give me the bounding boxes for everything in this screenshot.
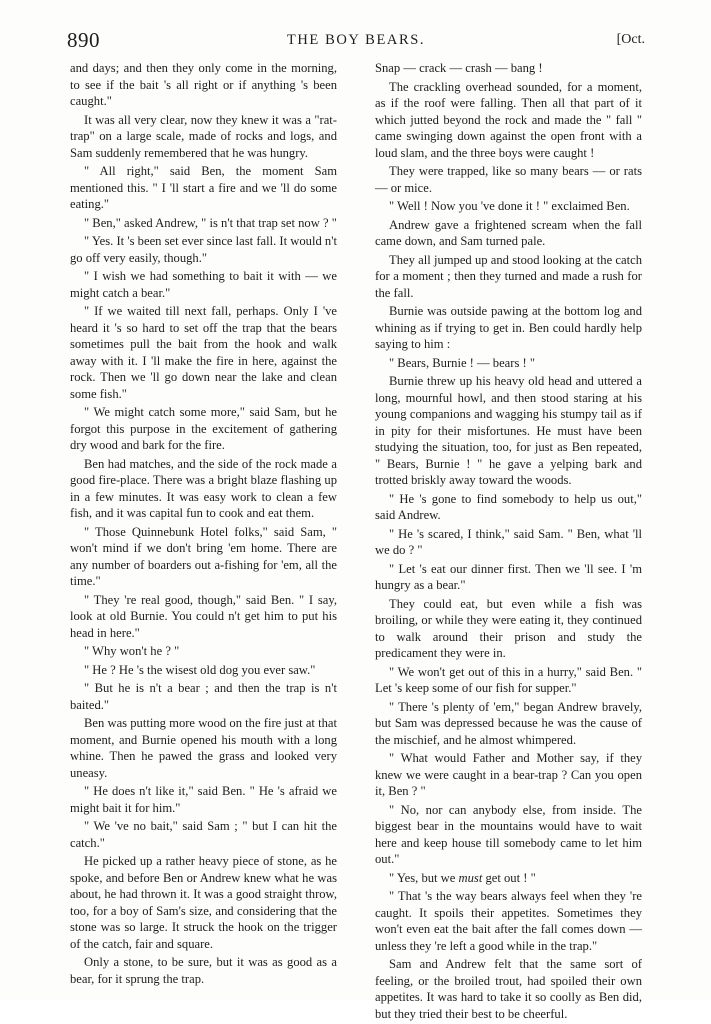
paragraph: Ben had matches, and the side of the rock made a good fire-place. There was a bright blaze flashing up in a few minutes. It was easy work to clean a few fish, and it was capital fun to cook and eat them. xyxy=(70,456,337,520)
page-header xyxy=(67,28,645,52)
paragraph: The crackling overhead sounded, for a moment, as if the roof were falling. Then all that part of it which jutted beyond the rock and made the " fall " came swinging down against the open front with a loud slam, and the three boys were caught ! xyxy=(375,79,642,160)
paragraph: " But he is n't a bear ; and then the trap is n't baited." xyxy=(70,681,337,712)
paragraph: " Yes, but we must get out ! " xyxy=(389,870,536,885)
paragraph: " He 's scared, I think," said Sam. " Ben, what 'll we do ? " xyxy=(375,526,642,557)
paragraph: " He 's gone to find somebody to help us out," said Andrew. xyxy=(375,491,642,522)
paragraph: " Ben," asked Andrew, " is n't that trap set now ? " xyxy=(84,215,337,230)
paragraph: " They 're real good, though," said Ben. " I say, look at old Burnie. You could n't get him to put his head in here." xyxy=(70,592,337,640)
paragraph: " He ? He 's the wisest old dog you ever saw." xyxy=(84,662,316,677)
paragraph: " Bears, Burnie ! — bears ! " xyxy=(389,355,535,370)
paragraph: " I wish we had something to bait it with — we might catch a bear." xyxy=(70,269,337,300)
paragraph: " Yes. It 's been set ever since last fall. It would n't go off very easily, though." xyxy=(70,234,337,265)
paragraph: " That 's the way bears always feel when they 're caught. It spoils their appetites. Sometimes they won't even eat the bait after the fall comes down — unless they 're left a good while in the trap." xyxy=(375,889,642,953)
right-column xyxy=(375,60,642,1024)
issue-month: [Oct. xyxy=(616,32,645,47)
paragraph: and days; and then they only come in the morning, to see if the bait 's all right or if anything 's been caught." xyxy=(70,61,337,108)
paragraph: They could eat, but even while a fish was broiling, or while they were eating it, they continued to walk around their prison and study the predicament they were in. xyxy=(375,596,642,660)
paragraph: " Why won't he ? " xyxy=(84,644,180,658)
paragraph: They all jumped up and stood looking at the catch for a moment ; then they turned and made a rush for the fall. xyxy=(375,252,642,300)
paragraph: " We won't get out of this in a hurry," said Ben. " Let 's keep some of our fish for supper." xyxy=(375,664,642,695)
paragraph: Burnie was outside pawing at the bottom log and whining as if trying to get in. Ben could hardly help saying to him : xyxy=(375,304,642,351)
paragraph: Andrew gave a frightened scream when the fall came down, and Sam turned pale. xyxy=(375,217,642,248)
running-title: THE BOY BEARS. xyxy=(286,32,426,48)
paragraph: Burnie threw up his heavy old head and uttered a long, mournful howl, and then stood staring at his young companions and wagging his stumpy tail as if in pity for their misfortunes. He must have been studying the situation, too, for just as Ben repeated, " Bears, Burnie ! " he gave a yelping bark and trotted briskly away toward the woods. xyxy=(375,374,642,487)
paragraph: " Let 's eat our dinner first. Then we 'll see. I 'm hungry as a bear." xyxy=(375,561,642,592)
paragraph: " If we waited till next fall, perhaps. Only I 've heard it 's so hard to set off the trap that the bears sometimes pull the bait from the hook and walk away with it. I 'll make the fire in here, against the rock. Then we 'll go down near the lake and clean some fish." xyxy=(70,304,337,401)
paragraph: " There 's plenty of 'em," began Andrew bravely, but Sam was depressed because he was the cause of the mischief, and he almost whimpered. xyxy=(375,699,642,747)
paragraph: " We might catch some more," said Sam, but he forgot this purpose in the excitement of gathering dry wood and bark for the fire. xyxy=(70,405,337,452)
paragraph: " Well ! Now you 've done it ! " exclaimed Ben. xyxy=(389,199,630,213)
paragraph: " All right," said Ben, the moment Sam mentioned this. " I 'll start a fire and we 'll do some eating." xyxy=(70,164,337,211)
paragraph: " What would Father and Mother say, if they knew we were caught in a bear-trap ? Can you open it, Ben ? " xyxy=(375,751,642,798)
paragraph: " No, nor can anybody else, from inside. The biggest bear in the mountains would have to wait here and keep house till somebody came to let him out." xyxy=(375,802,642,866)
paragraph: Sam and Andrew felt that the same sort of feeling, or the broiled trout, had spoiled their own appetites. It was hard to take it so coolly as Ben did, but they tried their best to be cheerful. xyxy=(375,957,642,1021)
paragraph: It was all very clear, now they knew it was a "rat-trap" on a large scale, made of rocks and logs, and Sam suddenly remembered that he was hungry. xyxy=(70,112,337,160)
paragraph: Only a stone, to be sure, but it was as good as a bear, for it sprung the trap. xyxy=(70,955,337,986)
paragraph: He picked up a rather heavy piece of stone, as he spoke, and before Ben or Andrew knew what he was about, he had thrown it. It was a good straight throw, too, for a boy of Sam's size, and considering that the stone was so large. It struck the hook on the trigger of the catch, fair and square. xyxy=(70,854,337,951)
paragraph: " He does n't like it," said Ben. " He 's afraid we might bait it for him." xyxy=(70,784,337,815)
paragraph: " We 've no bait," said Sam ; " but I can hit the catch." xyxy=(70,819,337,850)
left-column xyxy=(70,60,337,989)
paragraph: They were trapped, like so many bears — or rats — or mice. xyxy=(375,164,642,195)
page-number: 890 xyxy=(67,28,100,52)
emphasis: must xyxy=(458,870,483,885)
paragraph: " Those Quinnebunk Hotel folks," said Sam, " won't mind if we don't bring 'em home. There are any number of boarders out a-fishing for 'em, all the time." xyxy=(70,524,337,588)
paragraph: Snap — crack — crash — bang ! xyxy=(375,61,543,75)
paragraph: Ben was putting more wood on the fire just at that moment, and Burnie opened his mouth with a long whine. Then he pawed the grass and looked very uneasy. xyxy=(70,716,337,780)
